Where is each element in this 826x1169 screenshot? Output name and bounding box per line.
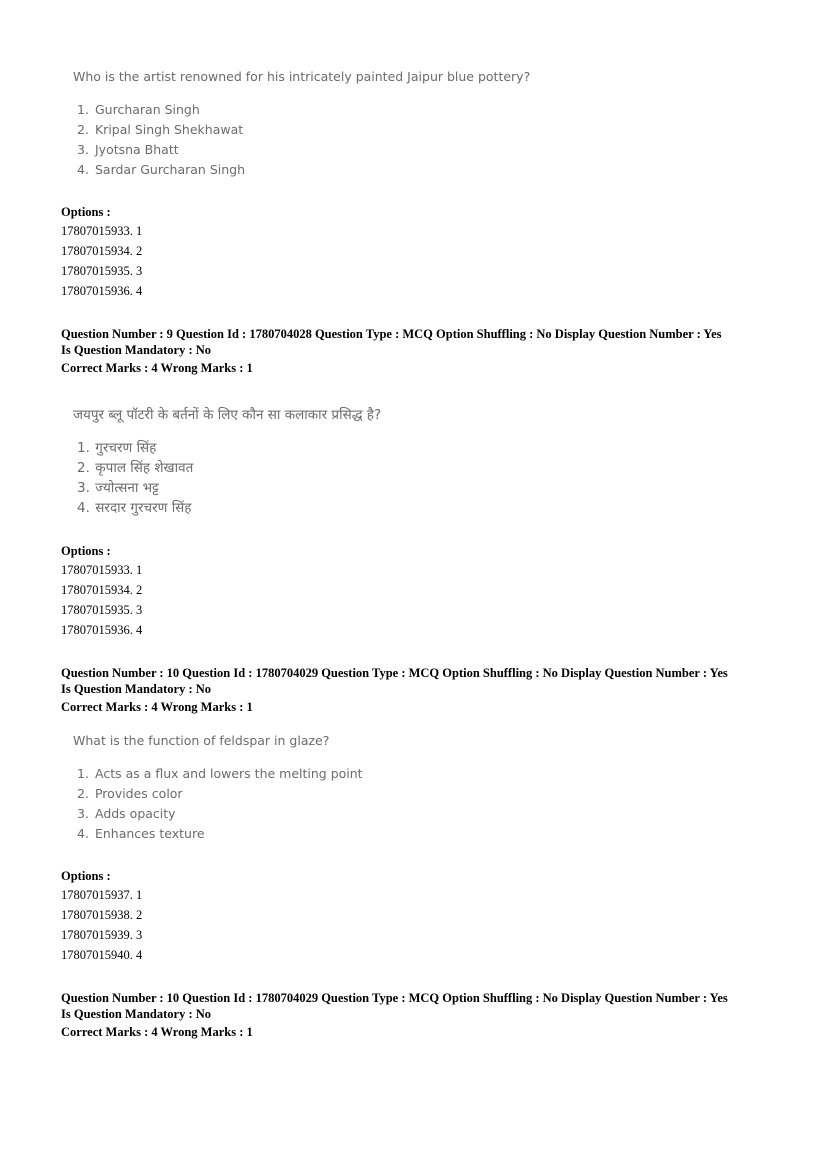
- answer-choice-list: [77, 438, 381, 518]
- answer-choice-list: [77, 764, 363, 844]
- option-id: 17807015934. 2: [61, 583, 143, 597]
- option-id: 17807015933. 1: [61, 224, 143, 238]
- answer-choice: 2. कृपाल सिंह शेखावत: [77, 460, 194, 476]
- answer-choice: 1. Gurcharan Singh: [77, 102, 200, 117]
- answer-choice: 1. गुरचरण सिंह: [77, 440, 157, 456]
- question-info-line: Question Number : 9 Question Id : 1780704028 Question Type : MCQ Option Shuffling : No Display Question Number : Yes: [61, 327, 722, 341]
- question-meta: [61, 326, 781, 377]
- option-id: 17807015935. 3: [61, 603, 143, 617]
- answer-choice: 1. Acts as a flux and lowers the melting point: [77, 766, 363, 781]
- question-image-q9-hindi: [73, 405, 381, 518]
- mandatory-line: Is Question Mandatory : No: [61, 1007, 212, 1021]
- option-id: 17807015938. 2: [61, 908, 143, 922]
- options-block: [61, 867, 142, 965]
- answer-choice: 3. Adds opacity: [77, 806, 176, 821]
- answer-choice: 4. Enhances texture: [77, 826, 205, 841]
- option-id: 17807015933. 1: [61, 563, 143, 577]
- question-info-line: Question Number : 10 Question Id : 1780704029 Question Type : MCQ Option Shuffling : No Display Question Number : Yes: [61, 991, 728, 1005]
- mandatory-line: Is Question Mandatory : No: [61, 343, 212, 357]
- answer-choice: 4. सरदार गुरचरण सिंह: [77, 500, 192, 516]
- answer-choice: 4. Sardar Gurcharan Singh: [77, 162, 246, 177]
- options-title: Options :: [61, 205, 111, 219]
- option-id: 17807015940. 4: [61, 948, 143, 962]
- marks-line: Correct Marks : 4 Wrong Marks : 1: [61, 361, 253, 375]
- question-text: What is the function of feldspar in glaze?: [73, 733, 330, 748]
- answer-choice: 3. ज्योत्सना भट्ट: [77, 480, 159, 496]
- mandatory-line: Is Question Mandatory : No: [61, 682, 212, 696]
- option-id: 17807015939. 3: [61, 928, 143, 942]
- option-id: 17807015937. 1: [61, 888, 143, 902]
- answer-choice: 2. Kripal Singh Shekhawat: [77, 122, 244, 137]
- options-block: [61, 203, 142, 301]
- option-id: 17807015935. 3: [61, 264, 143, 278]
- question-text: Who is the artist renowned for his intricately painted Jaipur blue pottery?: [73, 69, 531, 84]
- question-meta: [61, 665, 781, 716]
- option-id: 17807015936. 4: [61, 623, 143, 637]
- answer-choice: 3. Jyotsna Bhatt: [77, 142, 179, 157]
- options-title: Options :: [61, 544, 111, 558]
- marks-line: Correct Marks : 4 Wrong Marks : 1: [61, 700, 253, 714]
- question-image-q10-english: [73, 731, 363, 844]
- marks-line: Correct Marks : 4 Wrong Marks : 1: [61, 1025, 253, 1039]
- options-title: Options :: [61, 869, 111, 883]
- question-text: जयपुर ब्लू पॉटरी के बर्तनों के लिए कौन सा कलाकार प्रसिद्ध है?: [73, 407, 382, 423]
- question-meta: [61, 990, 781, 1041]
- question-info-line: Question Number : 10 Question Id : 1780704029 Question Type : MCQ Option Shuffling : No Display Question Number : Yes: [61, 666, 728, 680]
- option-id: 17807015936. 4: [61, 284, 143, 298]
- answer-choice-list: [77, 100, 530, 180]
- options-block: [61, 542, 142, 640]
- answer-choice: 2. Provides color: [77, 786, 183, 801]
- question-image-q8-english: [73, 67, 530, 180]
- option-id: 17807015934. 2: [61, 244, 143, 258]
